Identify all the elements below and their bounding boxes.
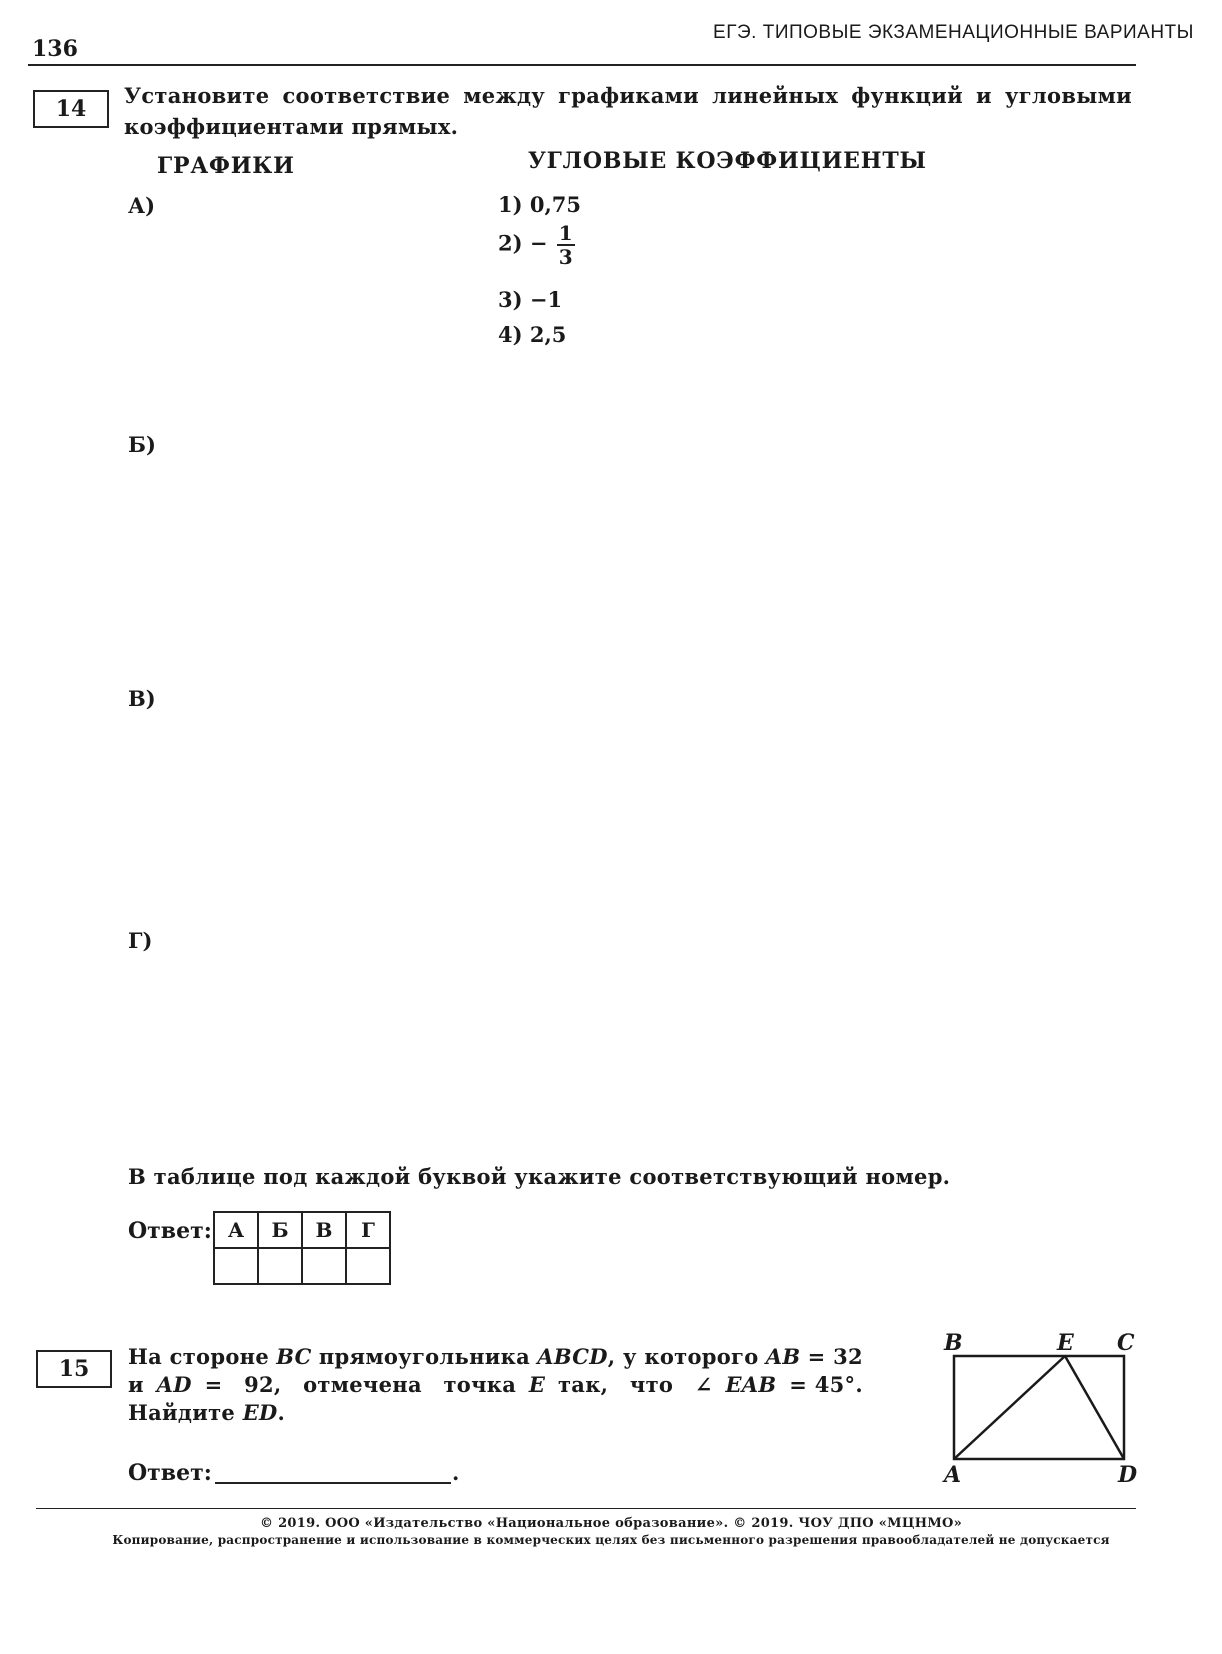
answer-field-15[interactable]	[215, 1482, 451, 1484]
answer-col-b: Б	[258, 1212, 302, 1248]
rectangle-abcd	[954, 1356, 1124, 1459]
text-run: = 92, отмечена точка	[204, 1372, 517, 1397]
graph-label-g: Г)	[128, 928, 153, 953]
vertex-label-c: C	[1117, 1330, 1135, 1356]
task15-line-2	[128, 1371, 863, 1399]
vertex-label-a: A	[944, 1462, 962, 1488]
vertex-label-b: B	[944, 1330, 963, 1356]
graph-label-b: Б)	[128, 432, 156, 457]
text-run: AB	[765, 1344, 801, 1369]
text-run: и	[128, 1372, 144, 1397]
graph-label-a: А)	[128, 193, 156, 218]
coefficient-label: 2)	[498, 230, 523, 256]
coefficient-value: 2,5	[529, 322, 567, 347]
text-run: , у которого	[607, 1344, 759, 1369]
coefficients-heading: УГЛОВЫЕ КОЭФФИЦИЕНТЫ	[528, 148, 927, 174]
graphs-heading: ГРАФИКИ	[157, 153, 295, 179]
answer-table-header-row	[214, 1212, 390, 1248]
task15-line-1	[128, 1343, 863, 1371]
answer-cell-v[interactable]	[302, 1248, 346, 1284]
text-run: Найдите	[128, 1400, 236, 1425]
text-run: E	[528, 1372, 546, 1397]
text-run: так, что ∠	[558, 1372, 713, 1397]
task-number-14: 14	[33, 90, 109, 128]
answer-label-14: Ответ:	[128, 1218, 212, 1244]
segment-ae	[954, 1356, 1065, 1459]
text-run: = 32	[807, 1344, 863, 1369]
answer-cell-a[interactable]	[214, 1248, 258, 1284]
task15-line-3	[128, 1399, 863, 1427]
graph-label-v: В)	[128, 686, 156, 711]
answer-period: .	[452, 1460, 460, 1485]
text-run: AD	[156, 1372, 192, 1397]
text-run: На стороне	[128, 1344, 269, 1369]
answer-col-g: Г	[346, 1212, 390, 1248]
coefficient-3	[498, 287, 562, 312]
answer-col-a: А	[214, 1212, 258, 1248]
coefficient-2	[498, 222, 575, 268]
footer-copyright: © 2019. ООО «Издательство «Национальное образование». © 2019. ЧОУ ДПО «МЦНМО»	[259, 1516, 963, 1531]
text-run: EAB	[725, 1372, 777, 1397]
text-run: = 45°.	[789, 1372, 863, 1397]
header-rule	[28, 64, 1136, 66]
fraction-numerator: 1	[558, 221, 573, 245]
task14-instruction: В таблице под каждой буквой укажите соответствующий номер.	[128, 1164, 951, 1189]
fraction-denominator: 3	[558, 245, 573, 269]
running-title: ЕГЭ. ТИПОВЫЕ ЭКЗАМЕНАЦИОННЫЕ ВАРИАНТЫ	[713, 22, 1194, 43]
answer-col-v: В	[302, 1212, 346, 1248]
coefficient-label: 1)	[498, 192, 523, 217]
text-run: ED	[242, 1400, 278, 1425]
coefficient-1	[498, 192, 581, 217]
segment-ed	[1065, 1356, 1124, 1459]
task15-prompt	[128, 1343, 863, 1427]
footer-notice: Копирование, распространение и использование в коммерческих целях без письменного разрешения правообладателей не допускается	[112, 1533, 1110, 1547]
answer-table-input-row	[214, 1248, 390, 1284]
answer-cell-g[interactable]	[346, 1248, 390, 1284]
coefficient-4	[498, 322, 566, 347]
coefficient-label: 4)	[498, 322, 523, 347]
vertex-label-e: E	[1057, 1330, 1074, 1356]
fraction	[557, 222, 575, 268]
text-run: прямоугольника	[318, 1344, 531, 1369]
coefficient-sign: −	[529, 230, 548, 256]
answer-label-15: Ответ:	[128, 1460, 212, 1486]
coefficient-value: 0,75	[529, 192, 582, 217]
task-number-15: 15	[36, 1350, 112, 1388]
text-run: BC	[276, 1344, 312, 1369]
answer-table-14	[213, 1211, 391, 1285]
footer-rule	[36, 1508, 1136, 1509]
vertex-label-d: D	[1118, 1462, 1138, 1488]
answer-cell-b[interactable]	[258, 1248, 302, 1284]
text-run: .	[277, 1400, 286, 1425]
coefficient-value: −1	[529, 287, 563, 312]
coefficient-label: 3)	[498, 287, 523, 312]
page-number: 136	[32, 36, 78, 62]
text-run: ABCD	[537, 1344, 608, 1369]
task14-prompt: Установите соответствие между графиками линейных функций и угловыми коэффициентами прямых.	[124, 83, 1132, 139]
